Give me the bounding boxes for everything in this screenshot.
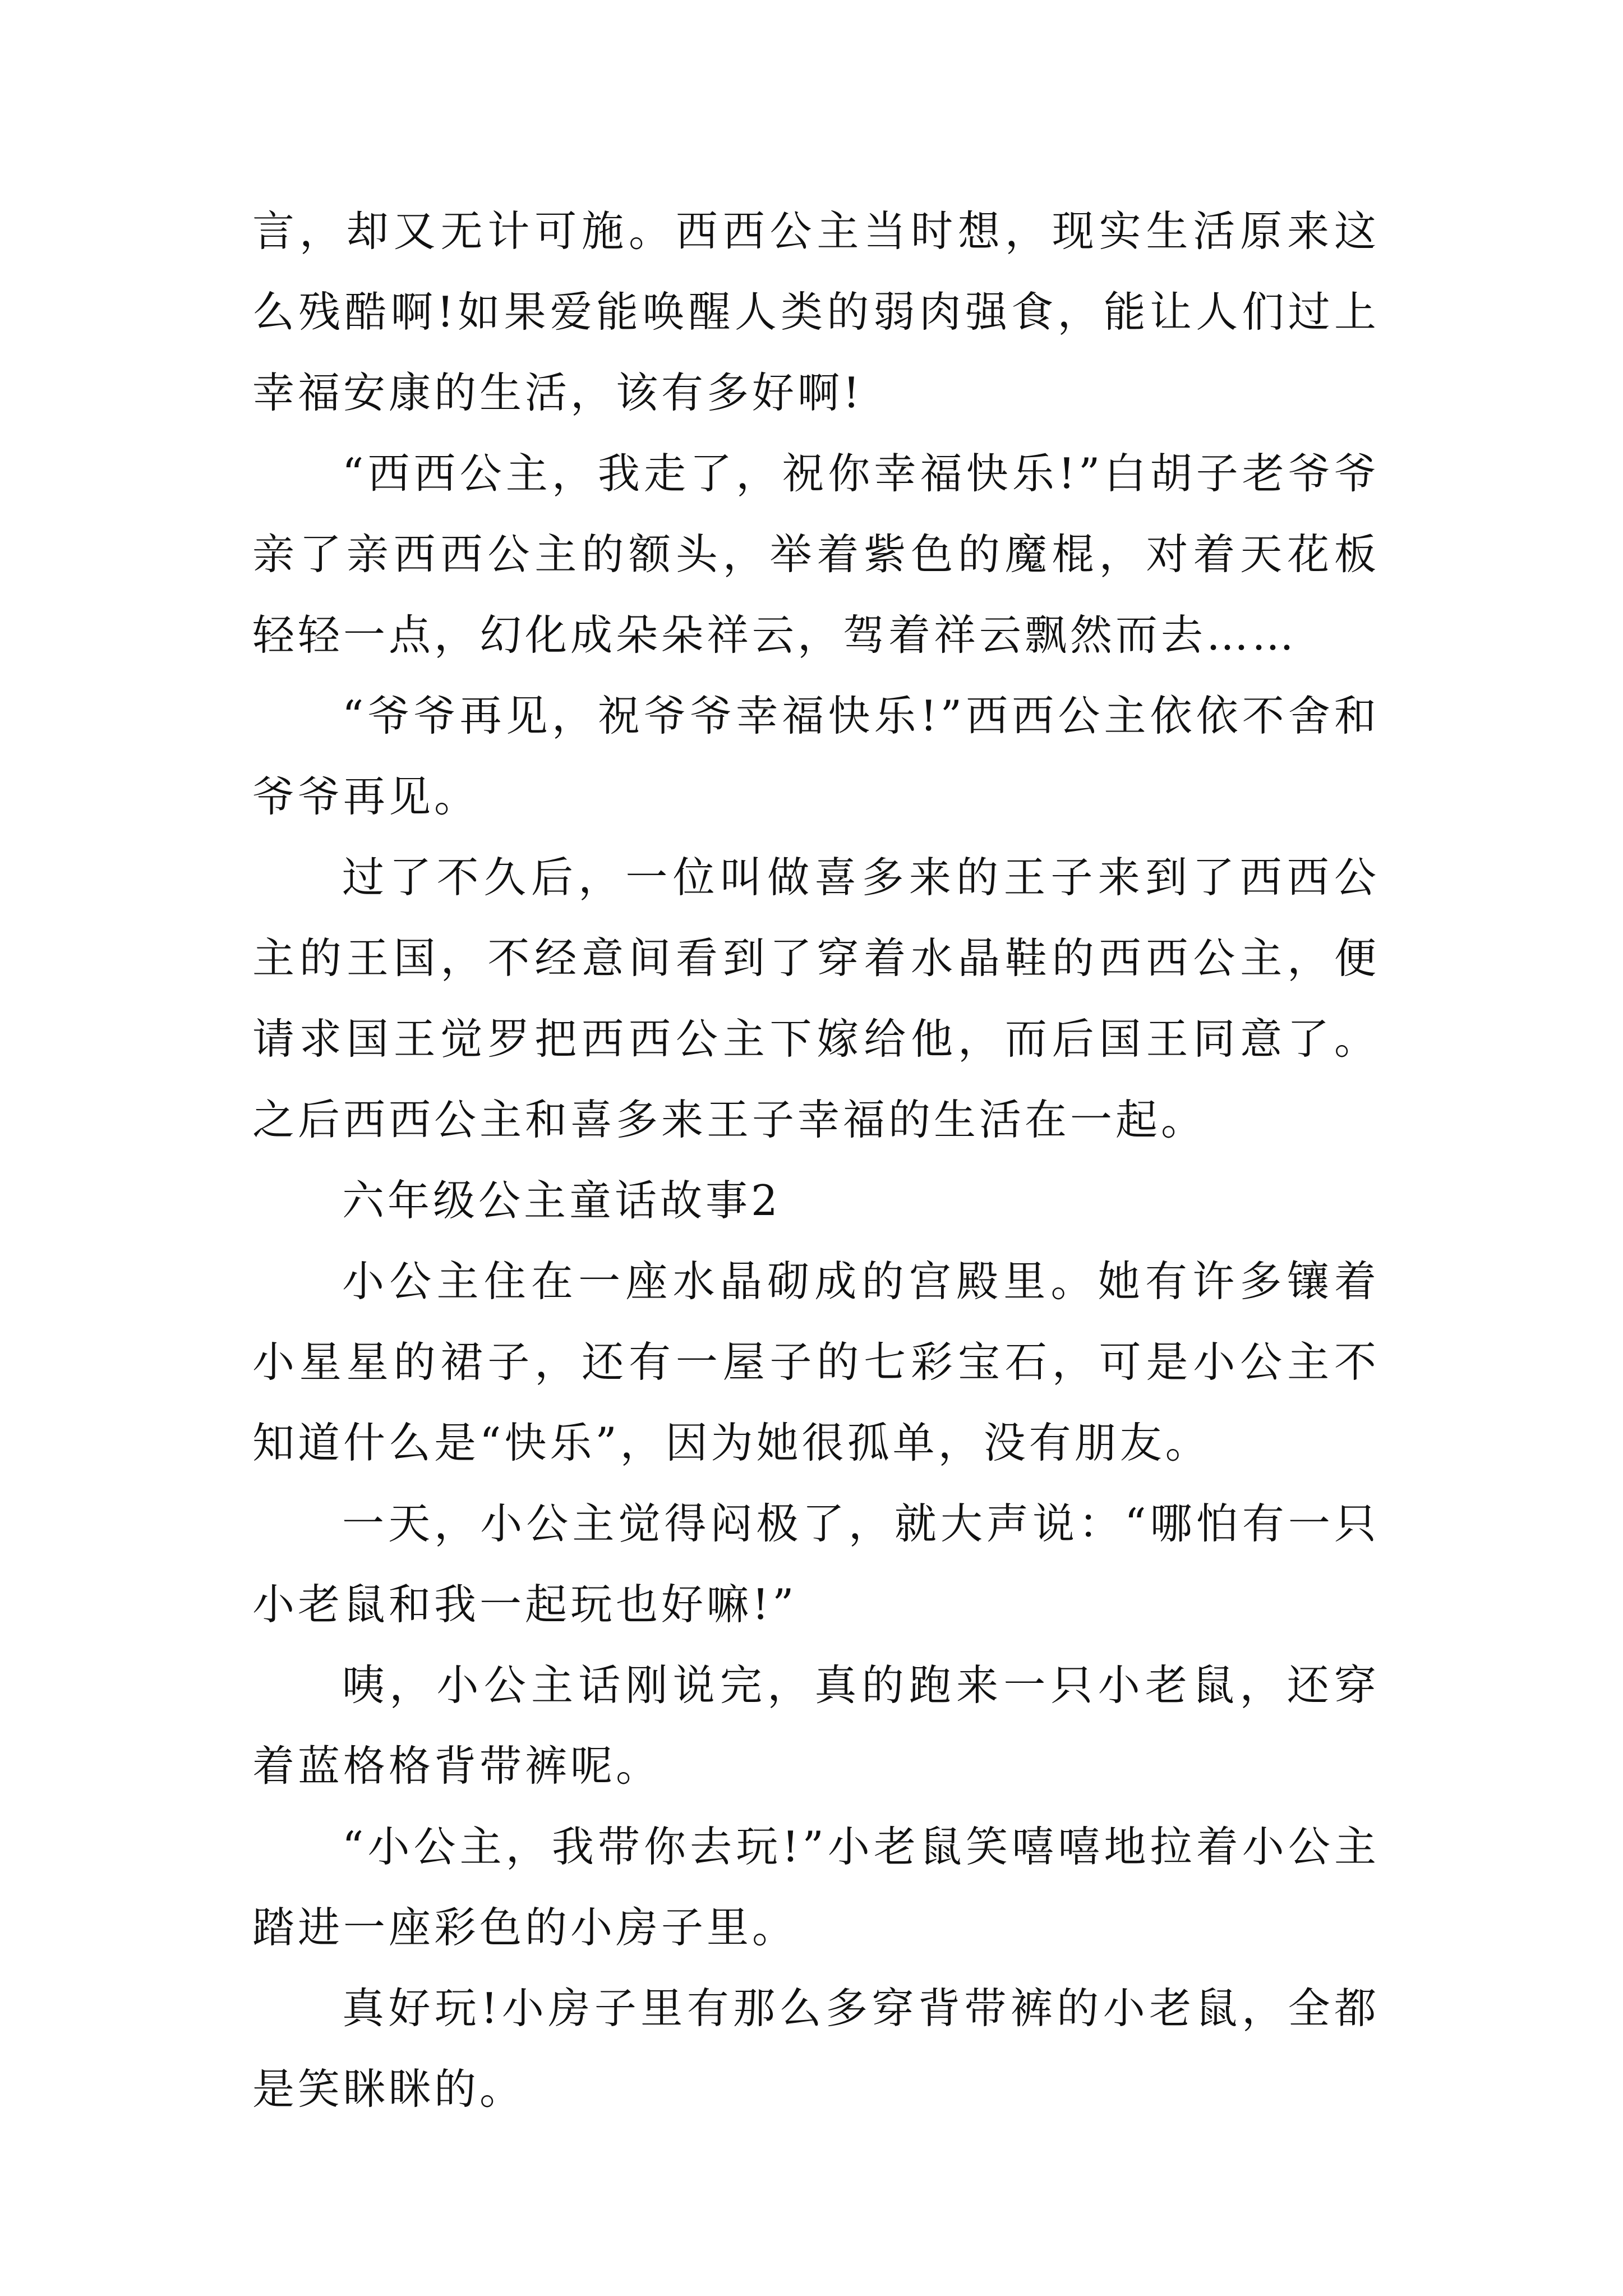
document-body [252, 191, 1380, 2129]
paragraph-crystal-palace: 小公主住在一座水晶砌成的宫殿里。她有许多镶着小星星的裙子，还有一屋子的七彩宝石，可是小公主不知道什么是“快乐”，因为她很孤单，没有朋友。 [252, 1257, 1380, 1467]
paragraph-little-house: 真好玩!小房子里有那么多穿背带裤的小老鼠，全都是笑眯眯的。 [252, 1984, 1380, 2114]
paragraph-mouse-appears: 咦，小公主话刚说完，真的跑来一只小老鼠，还穿着蓝格格背带裤呢。 [252, 1660, 1380, 1791]
story-heading: 六年级公主童话故事2 [342, 1176, 781, 1225]
paragraph-mouse-invites: “小公主，我带你去玩!”小老鼠笑嘻嘻地拉着小公主踏进一座彩色的小房子里。 [252, 1822, 1380, 1952]
paragraph-farewell-grandpa: “西西公主，我走了，祝你幸福快乐!”白胡子老爷爷亲了亲西西公主的额头，举着紫色的魔棍，对着天花板轻轻一点，幻化成朵朵祥云，驾着祥云飘然而去…… [252, 449, 1380, 660]
paragraph-continuation: 言，却又无计可施。西西公主当时想，现实生活原来这么残酷啊!如果爱能唤醒人类的弱肉强食，能让人们过上幸福安康的生活，该有多好啊! [252, 206, 1380, 417]
paragraph-goodbye-reply: “爷爷再见，祝爷爷幸福快乐!”西西公主依依不舍和爷爷再见。 [252, 691, 1380, 821]
paragraph-prince-arrives: 过了不久后，一位叫做喜多来的王子来到了西西公主的王国，不经意间看到了穿着水晶鞋的西西公主，便请求国王觉罗把西西公主下嫁给他，而后国王同意了。之后西西公主和喜多来王子幸福的生活在一起。 [252, 853, 1380, 1144]
paragraph-bored-princess: 一天，小公主觉得闷极了，就大声说：“哪怕有一只小老鼠和我一起玩也好嘛!” [252, 1499, 1380, 1629]
